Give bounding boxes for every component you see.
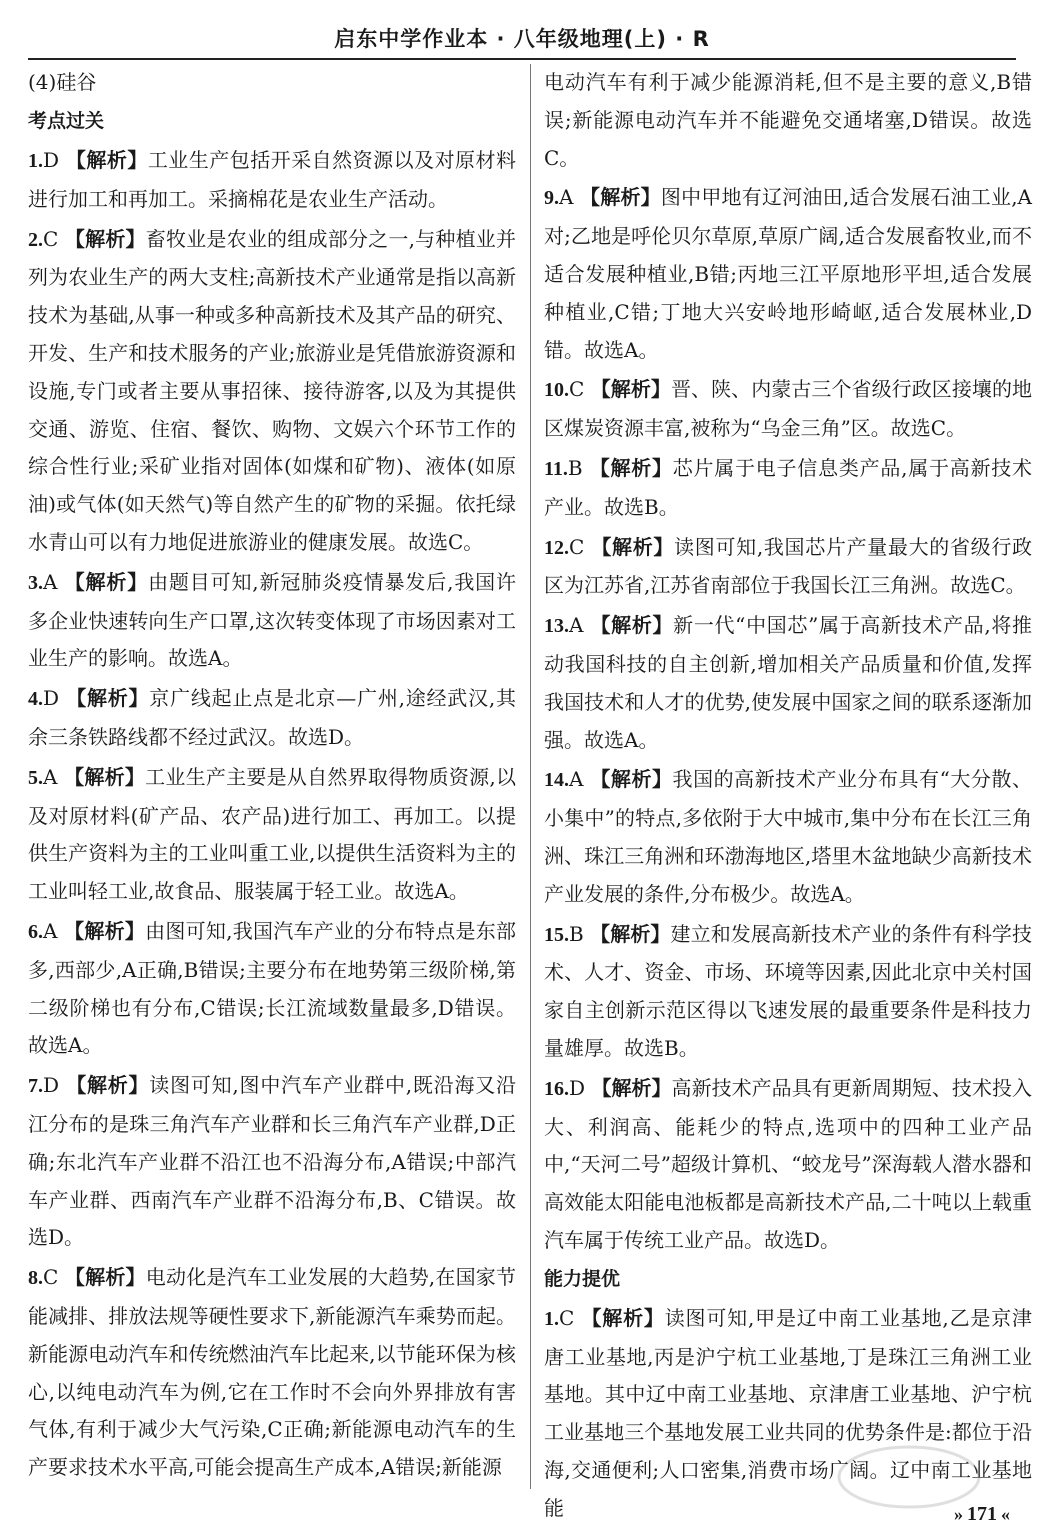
analysis-text: 读图可知,我国芯片产量最大的省级行政区为江苏省,江苏省南部位于我国长江三角洲。故选C。	[544, 534, 1033, 598]
analysis-text: 京广线起止点是北京—广州,途经武汉,其余三条铁路线都不经过武汉。故选D。	[28, 686, 517, 749]
analysis-tag: 【解析】	[64, 569, 149, 594]
question-number: 9.	[544, 187, 559, 210]
analysis-tag: 【解析】	[64, 226, 146, 251]
question-number: 8.	[28, 1267, 43, 1290]
question-number: 14.	[544, 769, 569, 792]
answer-item	[28, 1067, 516, 1257]
analysis-tag: 【解析】	[66, 686, 150, 711]
question-number: 1.	[28, 150, 43, 172]
answer-item	[28, 142, 516, 219]
left-answer-list	[28, 142, 516, 1487]
double-chevron-right-icon: »	[954, 1504, 963, 1524]
question-number: 13.	[544, 615, 569, 638]
section-heading-kaodian: 考点过关	[28, 110, 105, 132]
answer-letter: C	[43, 1265, 59, 1290]
answer-letter: A	[43, 764, 58, 789]
answer-item	[544, 371, 1032, 448]
question-number: 16.	[544, 1077, 569, 1100]
analysis-tag: 【解析】	[589, 455, 673, 480]
section-heading-nengli: 能力提优	[544, 1267, 621, 1290]
right-column	[544, 64, 1032, 1529]
page-header	[28, 18, 1016, 60]
analysis-tag: 【解析】	[590, 613, 674, 638]
question-number: 11.	[544, 457, 568, 480]
column-divider	[530, 64, 531, 1489]
answer-item	[28, 1259, 516, 1487]
answer-item	[544, 607, 1032, 759]
analysis-text: 晋、陕、内蒙古三个省级行政区接壤的地区煤炭资源丰富,被称为“乌金三角”区。故选C。	[544, 377, 1033, 441]
analysis-tag: 【解析】	[64, 918, 146, 943]
answer-letter: D	[43, 1073, 60, 1098]
answer-item	[28, 564, 516, 678]
analysis-tag: 【解析】	[590, 767, 673, 792]
page-title: 启东中学作业本 · 八年级地理(上) · R	[334, 27, 710, 51]
analysis-text: 读图可知,图中汽车产业群中,既沿海又沿江分布的是珠三角汽车产业群和长三角汽车产业群,D正确;东北汽车产业群不沿江也不沿海分布,A错误;中部汽车产业群、西南汽车产业群不沿海分布,B、C错误。故选D。	[28, 1073, 517, 1250]
analysis-tag: 【解析】	[64, 764, 146, 789]
page-number: 171	[967, 1503, 997, 1525]
answer-item	[544, 916, 1032, 1068]
answer-letter: A	[43, 918, 58, 943]
analysis-text: 图中甲地有辽河油田,适合发展石油工业,A对;乙地是呼伦贝尔草原,草原广阔,适合发展畜牧业,而不适合发展种植业,B错;丙地三江平原地形平坦,适合发展种植业,C错;丁地大兴安岭地形崎岖,适合发展林业,D错。故选A。	[544, 185, 1032, 362]
answer-letter: D	[569, 1075, 586, 1100]
answer-letter: A	[43, 569, 58, 594]
analysis-text: 由图可知,我国汽车产业的分布特点是东部多,西部少,A正确,B错误;主要分布在地势第三级阶梯,第二级阶梯也有分布,C错误;长江流域数量最多,D错误。故选A。	[28, 918, 517, 1058]
analysis-text: 读图可知,甲是辽中南工业基地,乙是京津唐工业基地,丙是沪宁杭工业基地,丁是珠江三角洲工业基地。其中辽中南工业基地、京津唐工业基地、沪宁杭工业基地三个基地发展工业共同的优势条件是:都位于沿海,交通便利;人口密集,消费市场广阔。辽中南工业基地能	[544, 1305, 1033, 1520]
analysis-text: 建立和发展高新技术产业的条件有科学技术、人才、资金、市场、环境等因素,因此北京中关村国家自主创新示范区得以飞速发展的最重要条件是科技力量雄厚。故选B。	[544, 921, 1033, 1060]
left-column	[28, 64, 516, 1489]
right-answer-list-2	[544, 1300, 1032, 1528]
answer-item	[28, 913, 516, 1065]
answer-letter: C	[569, 534, 585, 559]
answer-letter: C	[569, 377, 585, 402]
analysis-tag: 【解析】	[591, 1075, 672, 1100]
question-number: 1.	[544, 1307, 559, 1330]
analysis-text: 由题目可知,新冠肺炎疫情暴发后,我国许多企业快速转向生产口罩,这次转变体现了市场因素对工业生产的影响。故选A。	[28, 569, 517, 671]
answer-letter: B	[569, 921, 584, 946]
answer-item	[28, 680, 516, 757]
answer-item	[544, 1300, 1032, 1528]
analysis-text: 高新技术产品具有更新周期短、技术投入大、利润高、能耗少的特点,选项中的四种工业产品中,“天河二号”超级计算机、“蛟龙号”深海载人潜水器和高效能太阳能电池板都是高新技术产品,二十吨以上载重汽车属于传统工业产品。故选D。	[544, 1075, 1033, 1252]
question-number: 5.	[28, 766, 43, 789]
double-chevron-left-icon: «	[1001, 1504, 1010, 1524]
answer-letter: D	[43, 148, 60, 172]
answer-item	[28, 221, 516, 562]
analysis-tag: 【解析】	[590, 921, 671, 946]
question-number: 10.	[544, 379, 569, 402]
right-answer-list	[544, 179, 1032, 1259]
answer-letter: B	[567, 455, 583, 480]
answer-letter: A	[559, 185, 574, 210]
intro-line: (4)硅谷	[28, 70, 97, 94]
analysis-text: 工业生产主要是从自然界取得物质资源,以及对原材料(矿产品、农产品)进行加工、再加工。以提供生产资料为主的工业叫重工业,以提供生活资料为主的工业叫轻工业,故食品、服装属于轻工业。故选A。	[28, 764, 517, 904]
answer-item	[544, 761, 1032, 913]
page-footer	[954, 1503, 1010, 1526]
analysis-text: 工业生产包括开采自然资源以及对原材料进行加工和再加工。采摘棉花是农业生产活动。	[28, 148, 517, 211]
analysis-tag: 【解析】	[64, 1265, 146, 1290]
analysis-text: 畜牧业是农业的组成部分之一,与种植业并列为农业生产的两大支柱;高新技术产业通常是指以高新技术为基础,从事一种或多种高新技术及其产品的研究、开发、生产和技术服务的产业;旅游业是凭借旅游资源和设施,专门或者主要从事招徕、接待游客,以及为其提供交通、游览、住宿、餐饮、购物、文娱六个环节工作的综合性行业;采矿业指对固体(如煤和矿物)、液体(如原油)或气体(如天然气)等自然产生的矿物的采掘。依托绿水青山可以有力地促进旅游业的健康发展。故选C。	[28, 226, 517, 554]
answer-item	[544, 529, 1032, 606]
question-number: 2.	[28, 228, 43, 251]
analysis-text: 新一代“中国芯”属于高新技术产品,将推动我国科技的自主创新,增加相关产品质量和价值,发挥我国技术和人才的优势,使发展中国家之间的联系逐渐加强。故选A。	[544, 613, 1033, 752]
analysis-text: 电动化是汽车工业发展的大趋势,在国家节能减排、排放法规等硬性要求下,新能源汽车乘势而起。新能源电动汽车和传统燃油汽车比起来,以节能环保为核心,以纯电动汽车为例,它在工作时不会向外界排放有害气体,有利于减少大气污染,C正确;新能源电动汽车的生产要求技术水平高,可能会提高生产成本,A错误;新能源	[28, 1265, 517, 1480]
answer-letter: A	[569, 767, 584, 792]
question-number: 15.	[544, 923, 569, 946]
question-number: 4.	[28, 688, 43, 711]
question-number: 7.	[28, 1075, 43, 1098]
analysis-tag: 【解析】	[590, 377, 671, 402]
question-number: 6.	[28, 920, 43, 943]
question-number: 3.	[28, 571, 43, 594]
answer-letter: D	[43, 686, 60, 711]
analysis-tag: 【解析】	[580, 185, 661, 210]
analysis-text: 芯片属于电子信息类产品,属于高新技术产业。故选B。	[544, 455, 1033, 519]
answer-item	[544, 450, 1032, 527]
analysis-tag: 【解析】	[66, 1073, 150, 1098]
answer-item	[544, 179, 1032, 369]
analysis-tag: 【解析】	[581, 1305, 665, 1330]
analysis-tag: 【解析】	[591, 534, 675, 559]
answer-letter: C	[43, 226, 59, 251]
analysis-tag: 【解析】	[65, 148, 148, 172]
answer-item	[544, 1070, 1032, 1260]
analysis-text: 我国的高新技术产业分布具有“大分散、小集中”的特点,多依附于大中城市,集中分布在长江三角洲、珠江三角洲和环渤海地区,塔里木盆地缺少高新技术产业发展的条件,分布极少。故选A。	[544, 767, 1033, 906]
answer-letter: C	[559, 1305, 575, 1330]
question-number: 12.	[544, 536, 569, 559]
answer-letter: A	[569, 613, 584, 638]
continuation-text: 电动汽车有利于减少能源消耗,但不是主要的意义,B错误;新能源电动汽车并不能避免交通堵塞,D错误。故选C。	[544, 70, 1032, 170]
answer-item	[28, 759, 516, 911]
